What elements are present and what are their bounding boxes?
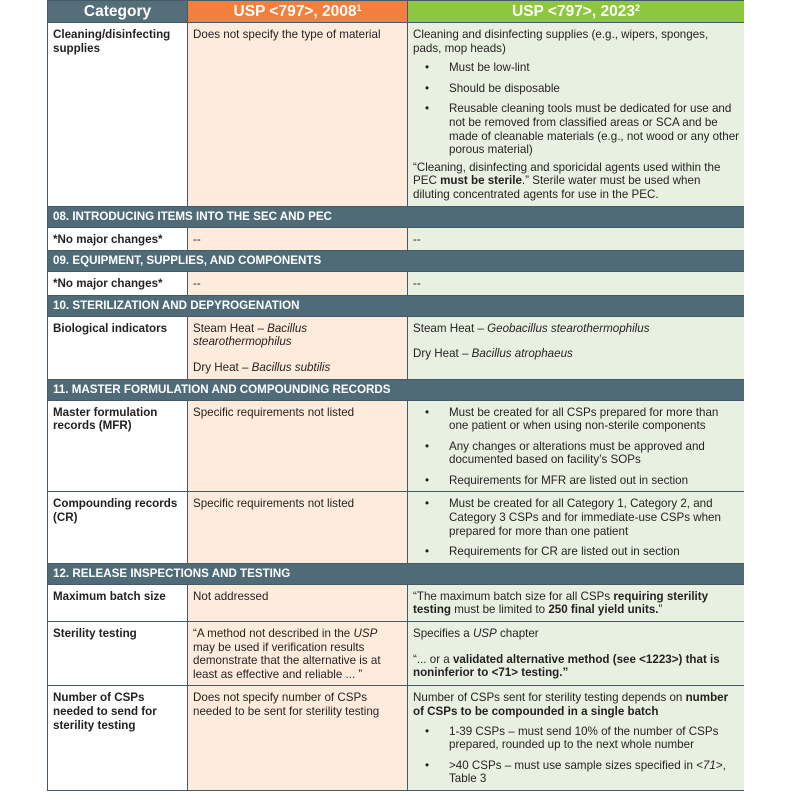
row-category: Biological indicators (48, 316, 188, 379)
quote-bold-text: validated alternative method (see <1223>) that is noninferior to <71> testing.” (413, 652, 720, 680)
sterility-new-quote (413, 653, 739, 680)
old-dry-heat (193, 361, 402, 375)
row-category: Compounding records (CR) (48, 492, 188, 563)
list-item: • Should be disposable (413, 82, 739, 96)
list-item: • Must be created for all CSPs prepared for more than one patient or when using non-sterile components (413, 406, 739, 433)
cell-italic-text: USP (472, 627, 497, 641)
usp-2008-cell (188, 622, 408, 686)
header-category (48, 1, 188, 23)
header-usp-2023-ref: 2 (634, 3, 640, 14)
usp-2008-cell (188, 316, 408, 379)
sterility-new-line (413, 627, 739, 641)
steam-label: Steam Heat – (193, 321, 268, 335)
table-row (48, 622, 745, 686)
quote-bold-text: must be sterile (440, 174, 522, 188)
organism-name: Bacillus stearothermophilus (193, 321, 308, 349)
cell-italic-text: <71> (696, 758, 723, 772)
usp-2008-cell: Does not specify number of CSPs needed to be sent for sterility testing (188, 686, 408, 791)
row-category: Master formulation records (MFR) (48, 400, 188, 492)
cell-text: chapter (496, 627, 539, 641)
header-usp-2008-label: USP <797>, 2008 (233, 3, 357, 21)
table-row (48, 492, 745, 563)
quote-text: “The maximum batch size for all CSPs (413, 589, 614, 603)
usp-2023-cell (408, 400, 745, 492)
table-row (48, 584, 745, 621)
row-category: Sterility testing (48, 622, 188, 686)
cell-text: , Table 3 (449, 758, 726, 786)
usp-2023-cell (408, 492, 745, 563)
list-item: • Requirements for MFR are listed out in section (413, 474, 739, 488)
quote-text: “Cleaning, disinfecting and sporicidal agents used within the PEC (413, 160, 721, 188)
list-item: • Any changes or alterations must be approved and documented based on facility’s SOPs (413, 440, 739, 467)
header-category-label: Category (83, 3, 152, 21)
quote-text: “A method not described in the (193, 627, 354, 641)
quote-italic-text: USP (353, 627, 378, 641)
quote-text: may be used if verification results demonstrate that the alternative is at least as effective and reliable ... ” (193, 640, 381, 681)
header-row (48, 1, 745, 23)
usp-2023-cell (408, 686, 745, 791)
new-steam-heat (413, 322, 739, 336)
cell-text: >40 CSPs – must use sample sizes specified in (449, 758, 697, 772)
row-category: *No major changes* (48, 272, 188, 296)
dry-label: Dry Heat – (413, 347, 472, 361)
cell-text: Specifies a (413, 627, 473, 641)
usp-2008-cell: Does not specify the type of material (188, 23, 408, 207)
batch-size-quote (413, 590, 739, 617)
row-category: Maximum batch size (48, 584, 188, 621)
usp-2023-cell: -- (408, 227, 745, 251)
header-usp-2008-ref: 1 (356, 3, 362, 14)
list-item: • 1-39 CSPs – must send 10% of the number of CSPs prepared, rounded up to the next whole number (413, 725, 739, 752)
table-row (48, 316, 745, 379)
section-row (48, 563, 745, 584)
section-title-11: 11. MASTER FORMULATION AND COMPOUNDING RECORDS (48, 379, 745, 400)
table-row (48, 23, 745, 207)
row-category: *No major changes* (48, 227, 188, 251)
table-row (48, 272, 745, 296)
section-title-12: 12. RELEASE INSPECTIONS AND TESTING (48, 563, 745, 584)
table-row (48, 686, 745, 791)
number-bullet-list (413, 725, 739, 786)
quote-text: ” (658, 603, 663, 617)
quote-text: “... or a (413, 652, 453, 666)
quote-text: .” Sterile water must be used when diluting concentrated agents for use in the PEC. (413, 174, 701, 201)
list-item: • Must be created for all Category 1, Category 2, and Category 3 CSPs and for immediate-use CSPs when prepared for more than one patient (413, 497, 739, 538)
organism-name: Bacillus subtilis (251, 360, 331, 374)
section-row (48, 379, 745, 400)
usp-2008-cell: Specific requirements not listed (188, 400, 408, 492)
mfr-bullet-list (413, 406, 739, 488)
organism-name: Bacillus atrophaeus (471, 347, 573, 361)
usp-2023-cell (408, 23, 745, 207)
quote-bold-text: requiring sterility testing (413, 589, 709, 617)
section-row (48, 295, 745, 316)
usp-2008-cell: -- (188, 272, 408, 296)
usp-797-comparison-table (47, 0, 744, 791)
row-category: Cleaning/disinfecting supplies (48, 23, 188, 207)
section-row (48, 251, 745, 272)
usp-2023-cell (408, 584, 745, 621)
header-usp-2023-label: USP <797>, 2023 (512, 3, 635, 21)
list-item: • Must be low-lint (413, 61, 739, 75)
section-title-09: 09. EQUIPMENT, SUPPLIES, AND COMPONENTS (48, 251, 745, 272)
header-usp-2008 (188, 1, 408, 23)
usp-2008-cell: -- (188, 227, 408, 251)
usp-2008-cell: Specific requirements not listed (188, 492, 408, 563)
number-intro (413, 691, 739, 718)
cr-bullet-list (413, 497, 739, 558)
usp-2008-cell: Not addressed (188, 584, 408, 621)
section-title-08: 08. INTRODUCING ITEMS INTO THE SEC AND PEC (48, 206, 745, 227)
cell-text: Number of CSPs sent for sterility testing depends on (413, 691, 686, 705)
usp-2023-cell: -- (408, 272, 745, 296)
section-title-10: 10. STERILIZATION AND DEPYROGENATION (48, 295, 745, 316)
cleaning-bullet-list (413, 61, 739, 157)
sterility-old-quote (193, 627, 402, 681)
cleaning-intro: Cleaning and disinfecting supplies (e.g., wipers, sponges, pads, mop heads) (413, 28, 709, 55)
old-steam-heat (193, 322, 402, 349)
header-usp-2023 (408, 1, 745, 23)
table-row (48, 400, 745, 492)
quote-bold-text: 250 final yield units. (548, 603, 659, 617)
dry-label: Dry Heat – (193, 360, 252, 374)
quote-text: must be limited to (451, 603, 549, 617)
list-item (413, 759, 739, 786)
usp-2023-cell (408, 316, 745, 379)
cleaning-sterile-quote (413, 161, 739, 202)
list-item: • Reusable cleaning tools must be dedicated for use and not be removed from classified areas or SCA and be made of cleanable materials (e.g., not wood or any other porous material) (413, 102, 739, 156)
cell-bold-text: number of CSPs to be compounded in a single batch (413, 691, 729, 718)
section-row (48, 206, 745, 227)
new-dry-heat (413, 347, 739, 361)
row-category: Number of CSPs needed to send for sterility testing (48, 686, 188, 791)
usp-2023-cell (408, 622, 745, 686)
steam-label: Steam Heat – (413, 321, 488, 335)
organism-name: Geobacillus stearothermophilus (487, 321, 650, 335)
comparison-table-page (47, 0, 744, 793)
table-row (48, 227, 745, 251)
list-item: • Requirements for CR are listed out in section (413, 545, 739, 559)
